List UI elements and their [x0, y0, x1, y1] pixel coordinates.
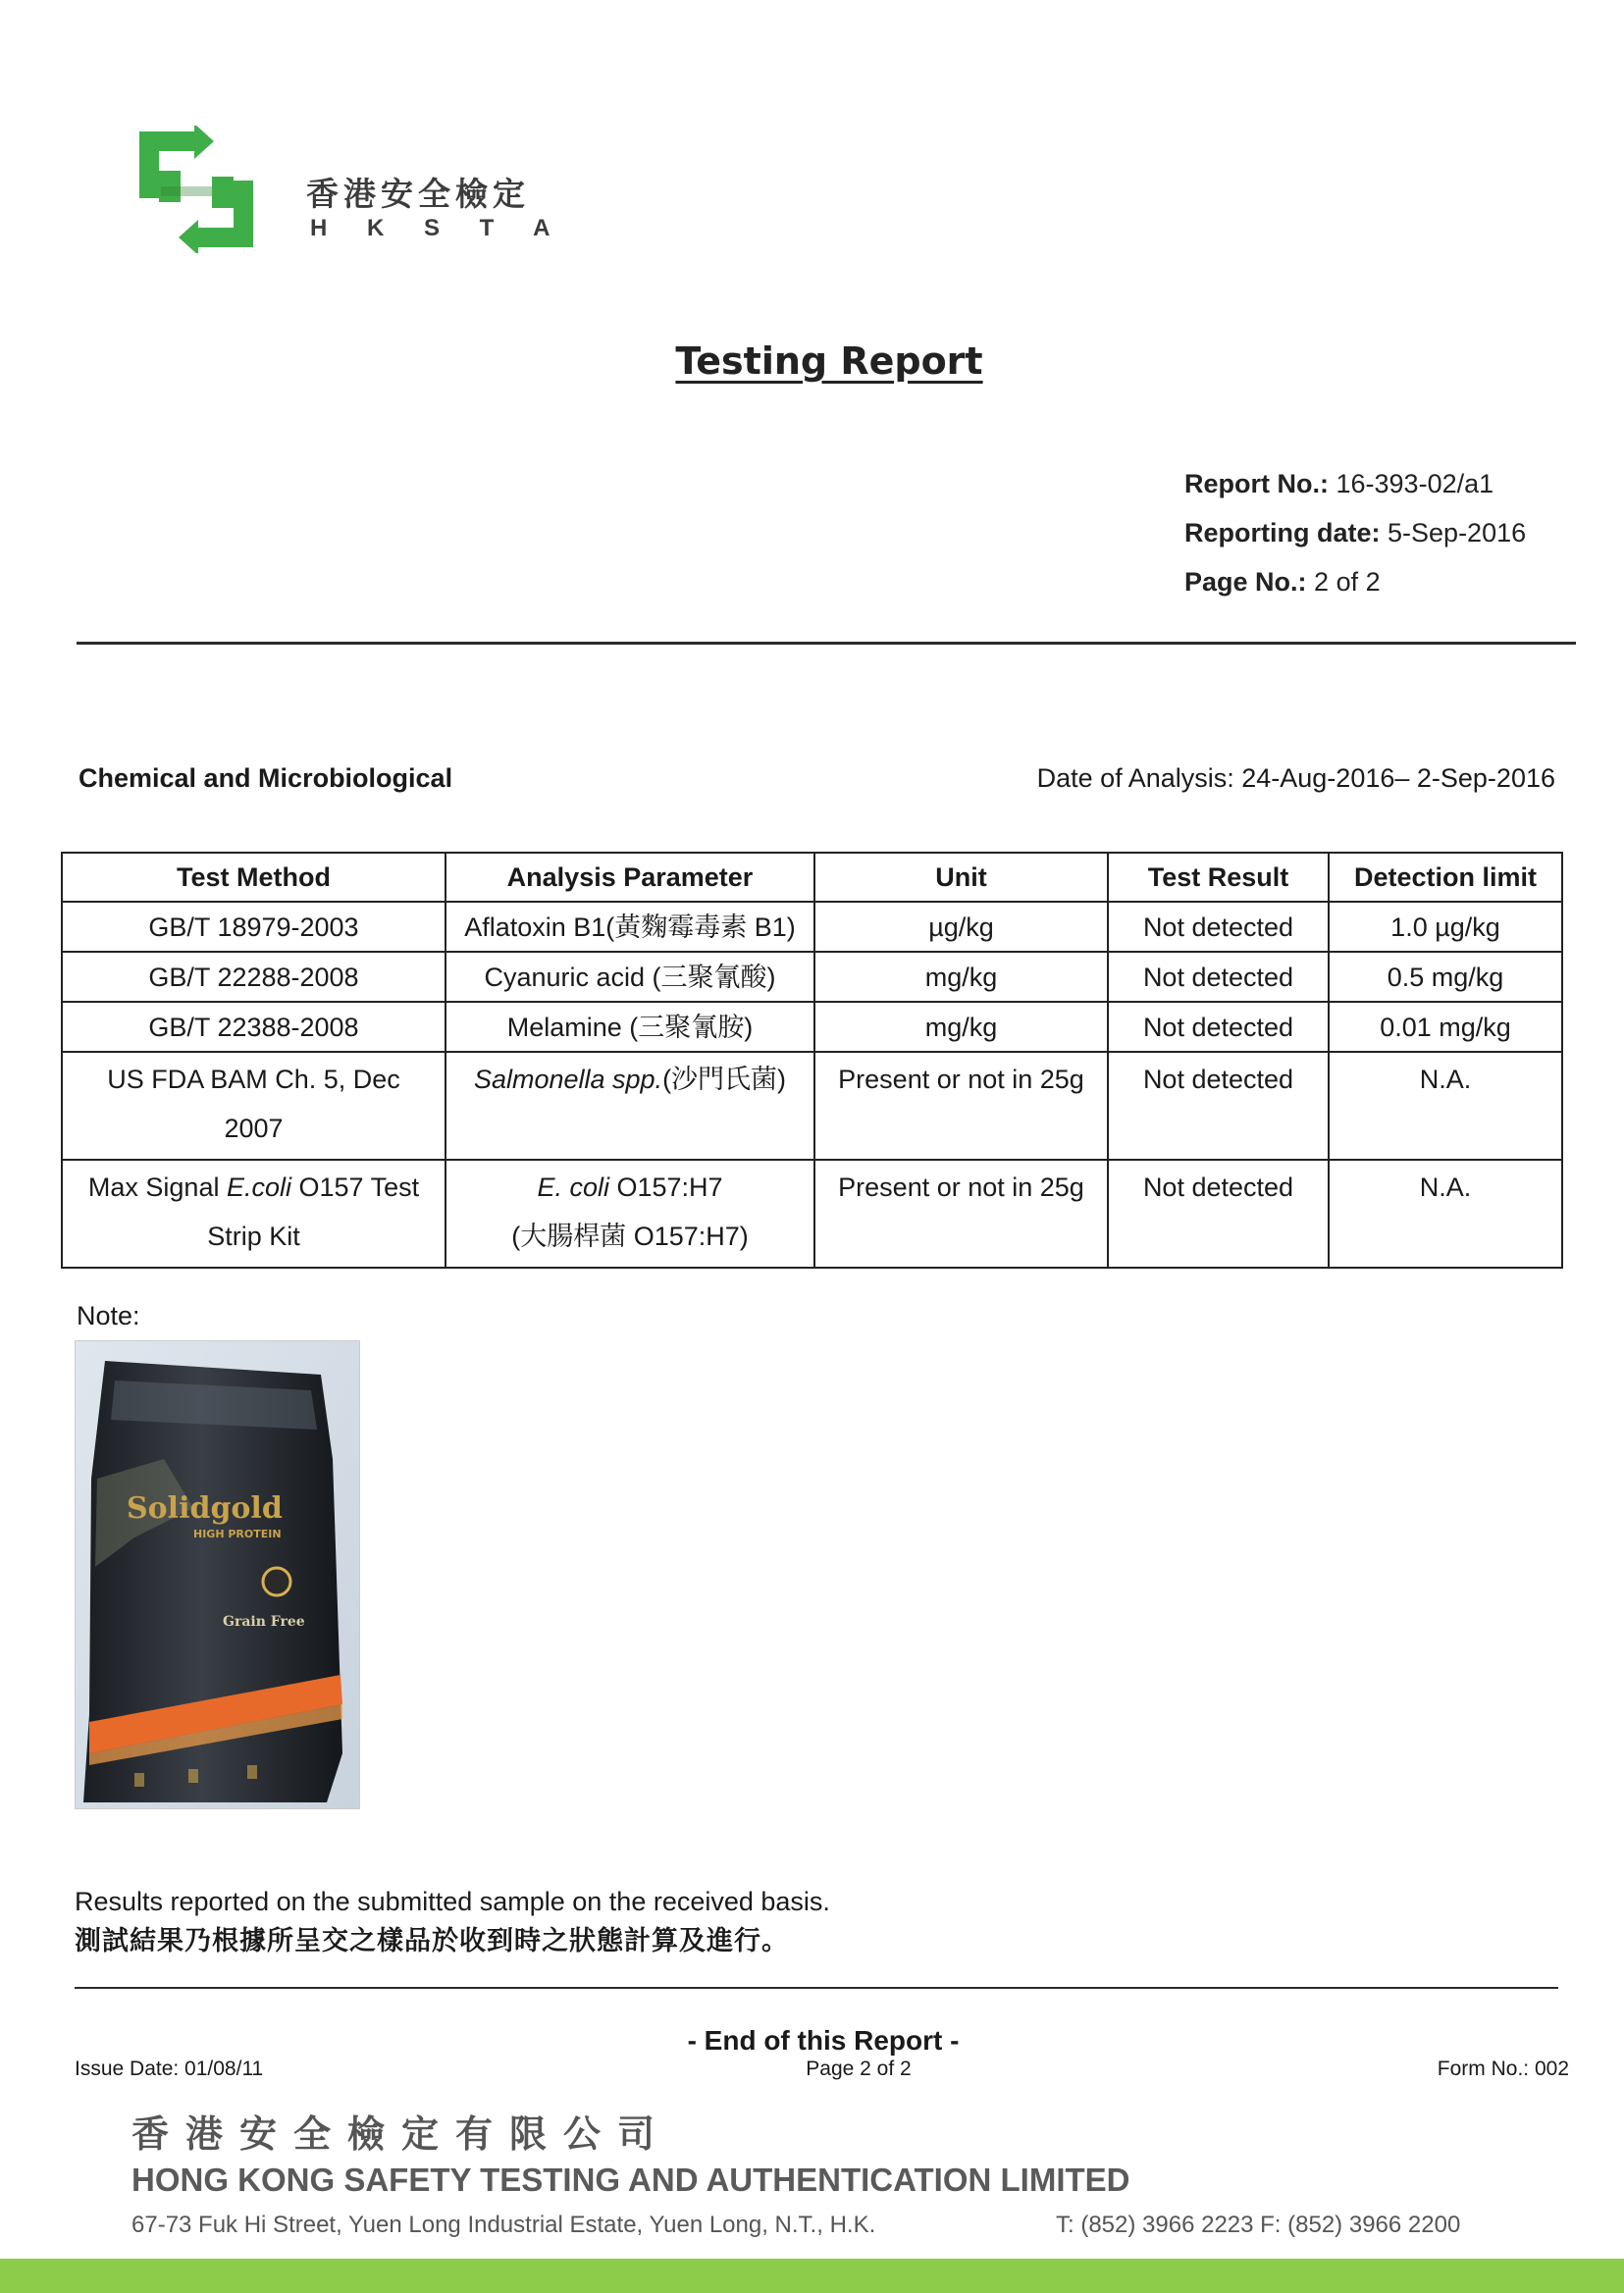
- header-divider: [77, 642, 1576, 645]
- footer-divider: [75, 1987, 1558, 1989]
- cell-result: Not detected: [1108, 1002, 1329, 1052]
- table-header-row: [62, 853, 1562, 902]
- cell-result: Not detected: [1108, 902, 1329, 952]
- report-number: [1184, 469, 1493, 499]
- cell-method-line1: US FDA BAM Ch. 5, Dec: [107, 1065, 400, 1094]
- cell-limit: 0.01 mg/kg: [1329, 1002, 1562, 1052]
- form-number: Form No.: 002: [1437, 2058, 1569, 2080]
- cell-method: [62, 1160, 445, 1268]
- cell-unit: µg/kg: [814, 902, 1108, 952]
- reporting-date-value: 5-Sep-2016: [1388, 518, 1527, 547]
- cell-method-line2: 2007: [224, 1114, 284, 1143]
- cell-parameter: [445, 1052, 814, 1160]
- cell-result: Not detected: [1108, 1160, 1329, 1268]
- hksta-logo-icon: [137, 126, 294, 253]
- company-logo: [137, 126, 294, 253]
- footer-green-band: [0, 2259, 1624, 2293]
- company-address: 67-73 Fuk Hi Street, Yuen Long Industrial Estate, Yuen Long, N.T., H.K.: [131, 2212, 876, 2238]
- footer-page-number: Page 2 of 2: [806, 2058, 912, 2080]
- cell-parameter-line2: (大腸桿菌 O157:H7): [511, 1222, 749, 1251]
- cell-result: Not detected: [1108, 952, 1329, 1002]
- cell-parameter: Cyanuric acid (三聚氰酸): [445, 952, 814, 1002]
- cell-parameter-rest: O157:H7: [608, 1173, 723, 1202]
- logo-english-name: H K S T A: [310, 215, 550, 241]
- table-row: [62, 952, 1562, 1002]
- cell-limit: N.A.: [1329, 1160, 1562, 1268]
- cell-method: [62, 1052, 445, 1160]
- end-of-report: - End of this Report -: [687, 2025, 960, 2056]
- header-test-result: Test Result: [1108, 853, 1329, 902]
- header-test-method: Test Method: [62, 853, 445, 902]
- reporting-date: [1184, 518, 1526, 548]
- page-number-label: Page No.:: [1184, 567, 1307, 597]
- cell-unit: mg/kg: [814, 952, 1108, 1002]
- cell-result: Not detected: [1108, 1052, 1329, 1160]
- page-number-value: 2 of 2: [1314, 567, 1381, 597]
- cell-unit: mg/kg: [814, 1002, 1108, 1052]
- cell-unit: Present or not in 25g: [814, 1160, 1108, 1268]
- cell-parameter-rest: (沙門氏菌): [662, 1065, 787, 1094]
- cell-limit: N.A.: [1329, 1052, 1562, 1160]
- company-name-en: HONG KONG SAFETY TESTING AND AUTHENTICATION LIMITED: [131, 2162, 1130, 2198]
- bag-badge-text: Grain Free: [223, 1614, 305, 1630]
- cell-limit: 1.0 µg/kg: [1329, 902, 1562, 952]
- cell-parameter: Melamine (三聚氰胺): [445, 1002, 814, 1052]
- cell-method-italic: E.coli: [226, 1173, 291, 1202]
- table-row: [62, 1052, 1562, 1160]
- bag-brand-text: Solidgold: [127, 1491, 283, 1526]
- cell-method: GB/T 18979-2003: [62, 902, 445, 952]
- logo-chinese-name: 香港安全檢定: [306, 176, 530, 212]
- cell-parameter: [445, 1160, 814, 1268]
- sample-product-photo: [75, 1340, 360, 1809]
- cell-method-pre: Max Signal: [87, 1173, 227, 1202]
- cell-parameter: Aflatoxin B1(黃麴霉毒素 B1): [445, 902, 814, 952]
- cell-method-post: O157 Test: [291, 1173, 420, 1202]
- bag-tagline-text: HIGH PROTEIN: [193, 1528, 282, 1540]
- header-unit: Unit: [814, 853, 1108, 902]
- cell-parameter-italic: E. coli: [537, 1173, 609, 1202]
- page-number: [1184, 567, 1381, 598]
- cell-method: GB/T 22388-2008: [62, 1002, 445, 1052]
- results-statement-en: Results reported on the submitted sample on the received basis.: [75, 1887, 830, 1916]
- date-of-analysis: Date of Analysis: 24-Aug-2016– 2-Sep-2016: [1036, 763, 1555, 793]
- header-detection-limit: Detection limit: [1329, 853, 1562, 902]
- cell-parameter-italic: Salmonella spp.: [473, 1065, 663, 1094]
- cell-unit: Present or not in 25g: [814, 1052, 1108, 1160]
- company-name-cn: 香港安全檢定有限公司: [131, 2114, 672, 2156]
- table-row: [62, 902, 1562, 952]
- report-number-label: Report No.:: [1184, 469, 1329, 498]
- issue-date: Issue Date: 01/08/11: [75, 2058, 264, 2080]
- cell-method: GB/T 22288-2008: [62, 952, 445, 1002]
- report-number-value: 16-393-02/a1: [1336, 469, 1494, 498]
- cell-limit: 0.5 mg/kg: [1329, 952, 1562, 1002]
- cell-method-line2: Strip Kit: [207, 1222, 300, 1251]
- header-analysis-parameter: Analysis Parameter: [445, 853, 814, 902]
- results-table: [61, 852, 1563, 1269]
- reporting-date-label: Reporting date:: [1184, 518, 1381, 547]
- table-row: [62, 1002, 1562, 1052]
- note-label: Note:: [77, 1301, 140, 1330]
- results-statement-cn: 測試結果乃根據所呈交之樣品於收到時之狀態計算及進行。: [75, 1926, 789, 1955]
- table-row: [62, 1160, 1562, 1268]
- pet-food-bag-image: [76, 1341, 359, 1808]
- section-title: Chemical and Microbiological: [79, 763, 453, 793]
- page-title: Testing Report: [675, 339, 983, 383]
- company-phones: T: (852) 3966 2223 F: (852) 3966 2200: [1056, 2212, 1461, 2238]
